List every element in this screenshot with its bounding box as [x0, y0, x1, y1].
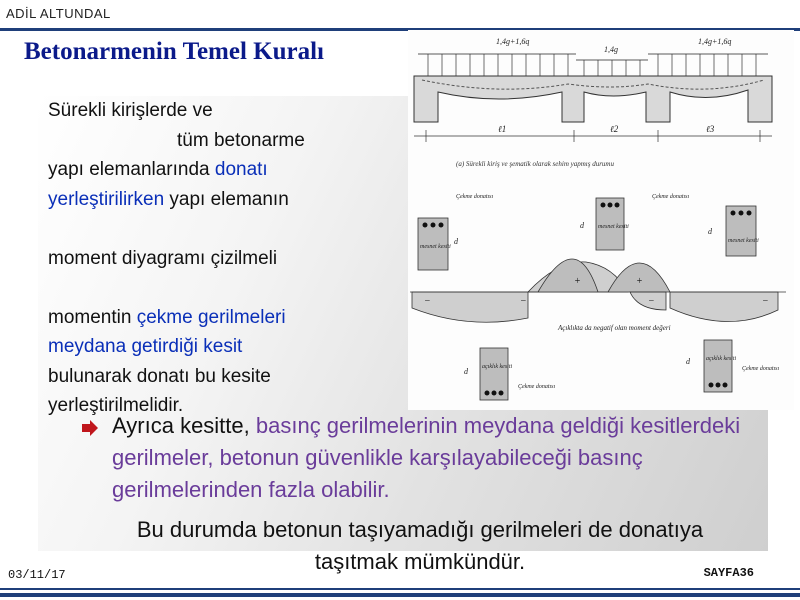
para1-lead: Ayrıca kesitte, [112, 413, 256, 438]
span-label-3: ℓ3 [706, 124, 715, 134]
load-label-left: 1,4g+1,6q [496, 37, 530, 46]
body-line-6 [48, 303, 378, 333]
body-line-3 [48, 155, 378, 185]
body-line-9: yerleştirilmelidir. [48, 395, 184, 416]
beam-figure [408, 30, 794, 410]
load-arrows [428, 54, 756, 76]
d-label-bottom-left: d [464, 367, 468, 376]
body-line-5: moment diyagramı çizilmeli [48, 247, 278, 269]
span-label-1: ℓ1 [498, 124, 507, 134]
load-label-right: 1,4g+1,6q [698, 37, 732, 46]
cekme-label-bottom-right: Çekme donatısı [742, 366, 780, 372]
cekme-label-top-left: Çekme donatısı [456, 194, 494, 200]
load-label-mid: 1,4g [604, 45, 618, 54]
body-line-6-text: momentin [48, 306, 137, 328]
sign-minus-3: − [648, 296, 655, 307]
d-label-left: d [454, 237, 458, 246]
aciklik-label-right: açıklık kesiti [706, 356, 737, 362]
d-label-mid: d [580, 221, 584, 230]
highlight-yerlestirilirken: yerleştirilirken [48, 188, 165, 210]
footer-divider [0, 588, 800, 590]
cekme-label-bottom-left: Çekme donatısı [518, 384, 556, 390]
footer-date: 03/11/17 [8, 568, 66, 582]
body-spacer-2 [48, 273, 378, 303]
section-mid-top [580, 194, 689, 250]
body-line-4-text: yapı elemanın [164, 188, 289, 210]
section-support-right [708, 206, 759, 256]
sign-plus-2: + [636, 276, 643, 287]
arrow-bullet-icon [80, 418, 100, 438]
mesnet-label-right: mesnet kesiti [728, 238, 759, 244]
para1-highlight: basınç gerilmelerinin meydana geldiği kesitlerdeki gerilmeler, betonun güvenlikle karşılayabileceği basınç gerilmelerinden fazla olabilir. [112, 413, 741, 502]
sign-minus-4: − [762, 296, 769, 307]
span-label-2: ℓ2 [610, 124, 619, 134]
author-name: ADİL ALTUNDAL [6, 6, 111, 21]
body-line-3-text: yapı elemanlarında [48, 159, 215, 180]
section-support-left [418, 194, 493, 270]
bullet-paragraph-1 [112, 410, 772, 506]
d-label-bottom-right: d [686, 357, 690, 366]
body-text [48, 96, 378, 421]
continuous-beam [414, 76, 772, 122]
aciklik-label-left: açıklık kesiti [482, 364, 513, 370]
body-line-7: meydana getirdiği kesit [48, 336, 243, 357]
body-spacer-1 [48, 214, 378, 244]
body-line-1: Sürekli kirişlerde ve [48, 100, 213, 121]
body-line-8: bulunarak donatı bu kesite [48, 365, 271, 387]
sign-minus-2: − [520, 296, 527, 307]
mesnet-label-left: mesnet kesiti [420, 244, 451, 250]
highlight-cekme: çekme gerilmeleri [136, 306, 286, 328]
sign-plus-1: + [574, 276, 581, 287]
footer-divider-thick [0, 593, 800, 597]
footer-page-number: SAYFA36 [703, 566, 754, 580]
highlight-donati: donatı [214, 159, 268, 180]
negative-moment-note: Açıklıkta da negatif olan moment değeri [558, 324, 671, 332]
body-line-4 [48, 185, 378, 215]
section-span-right [686, 340, 779, 392]
beam-diagram [408, 30, 794, 410]
sign-minus-1: − [424, 296, 431, 307]
d-label-right: d [708, 227, 712, 236]
figure-caption: (a) Sürekli kiriş ve şematik olarak sehim yapmış durumu [456, 160, 614, 168]
body-line-2: tüm betonarme [177, 129, 305, 151]
slide-title: Betonarmenin Temel Kuralı [24, 38, 324, 65]
section-span-left [464, 348, 555, 400]
mesnet-label-mid: mesnet kesiti [598, 224, 629, 230]
cekme-label-top-mid: Çekme donatısı [652, 194, 690, 200]
bullet-paragraph-2: Bu durumda betonun taşıyamadığı gerilmeleri de donatıya taşıtmak mümkündür. [136, 517, 704, 574]
